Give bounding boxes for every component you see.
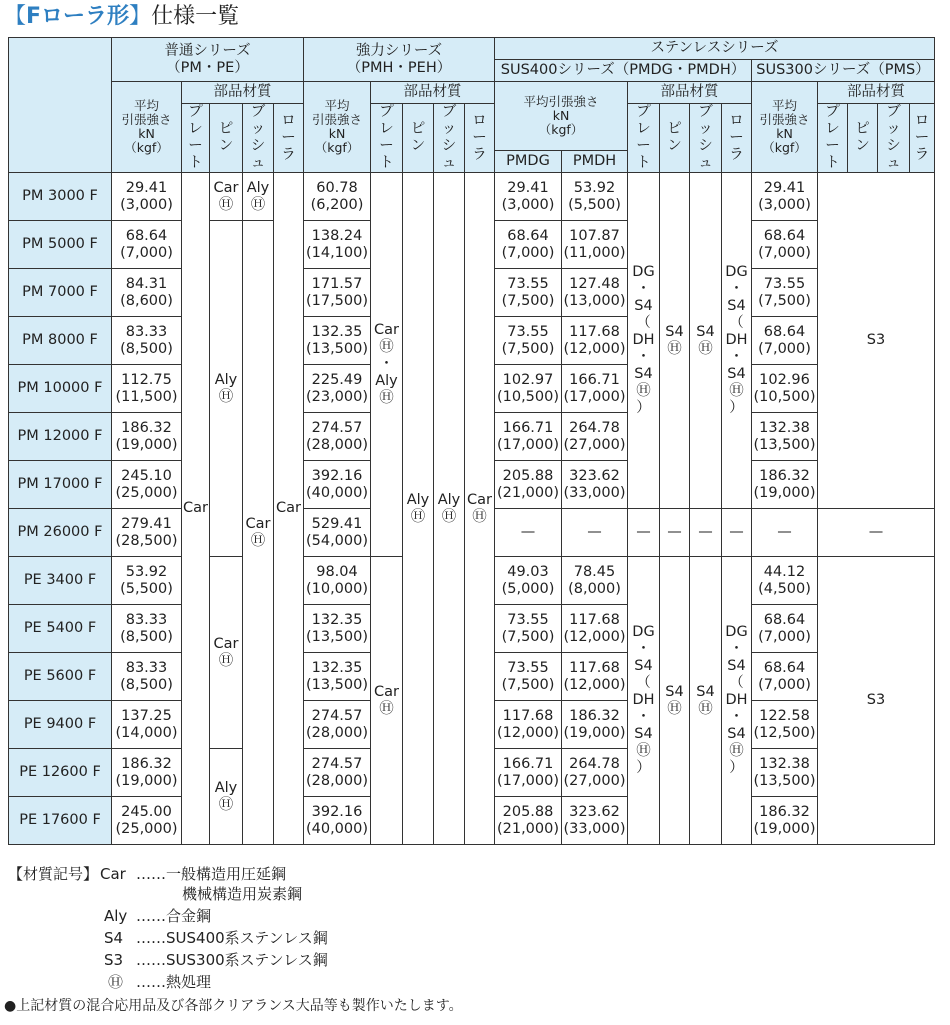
model-cell: PE 5400 F	[9, 605, 112, 653]
model-cell: PM 17000 F	[9, 461, 112, 509]
pmdh-strength-cell: 186.32 (19,000)	[562, 701, 628, 749]
std-bush-material: Aly Ⓗ	[243, 173, 274, 221]
pmdh-header: PMDH	[562, 151, 628, 173]
std-parts-header: 部品材質	[182, 82, 304, 104]
pow-strength-cell: 132.35 (13,500)	[304, 653, 371, 701]
sus300-strength-cell: 132.38 (13,500)	[752, 749, 818, 797]
model-cell: PM 12000 F	[9, 413, 112, 461]
pmdg-strength-cell: 102.97 (10,500)	[495, 365, 562, 413]
std-strength-cell: 245.10 (25,000)	[112, 461, 182, 509]
sus300-parts-header: 部品材質	[818, 82, 935, 104]
pow-series-header: 強力シリーズ （PMH・PEH）	[304, 38, 495, 82]
model-cell: PE 9400 F	[9, 701, 112, 749]
pmdg-strength-cell: 166.71 (17,000)	[495, 749, 562, 797]
pow-strength-cell: 392.16 (40,000)	[304, 797, 371, 845]
sus300-parts-dash: —	[818, 509, 935, 557]
pmdg-strength-cell: 205.88 (21,000)	[495, 461, 562, 509]
sus400-bush-material-pe: S4 Ⓗ	[690, 557, 722, 845]
sus400-pin-material-pm: S4 Ⓗ	[660, 173, 690, 509]
std-pin-material: Car Ⓗ	[210, 173, 243, 221]
legend-aly-desc: ……合金鋼	[136, 907, 212, 925]
pmdg-strength-cell: 117.68 (12,000)	[495, 701, 562, 749]
legend-s4-symbol: S4	[104, 929, 124, 947]
std-bush-header: ブ ッ シ ュ	[243, 104, 274, 173]
model-cell: PE 12600 F	[9, 749, 112, 797]
pmdg-strength-cell: 29.41 (3,000)	[495, 173, 562, 221]
footnote: ●上記材質の混合応用品及び各部クリアランス大品等も製作いたします。	[4, 998, 463, 1014]
sus400-roller-header: ロ ー ラ	[722, 104, 752, 173]
std-strength-cell: 83.33 (8,500)	[112, 605, 182, 653]
sus300-strength-cell: 29.41 (3,000)	[752, 173, 818, 221]
pmdg-strength-cell: 205.88 (21,000)	[495, 797, 562, 845]
pmdg-strength-cell: 49.03 (5,000)	[495, 557, 562, 605]
pow-strength-cell: 274.57 (28,000)	[304, 701, 371, 749]
pmdh-strength-cell: 117.68 (12,000)	[562, 317, 628, 365]
std-roller-header: ロ ー ラ	[274, 104, 304, 173]
pmdh-strength-cell: 166.71 (17,000)	[562, 365, 628, 413]
legend-aly-symbol: Aly	[104, 907, 128, 925]
pow-strength-cell: 392.16 (40,000)	[304, 461, 371, 509]
sus300-header: SUS300シリーズ（PMS）	[752, 60, 935, 82]
pow-bush-material: Aly Ⓗ	[434, 173, 465, 845]
pow-strength-cell: 274.57 (28,000)	[304, 413, 371, 461]
pmdh-strength-cell: 127.48 (13,000)	[562, 269, 628, 317]
pmdg-strength-cell: 166.71 (17,000)	[495, 413, 562, 461]
pow-strength-cell: 60.78 (6,200)	[304, 173, 371, 221]
std-strength-cell: 83.33 (8,500)	[112, 317, 182, 365]
pow-pin-material: Aly Ⓗ	[403, 173, 434, 845]
sus300-roller-header: ロ ー ラ	[910, 104, 935, 173]
sus300-strength-cell: 122.58 (12,500)	[752, 701, 818, 749]
sus400-roller-dash: —	[722, 509, 752, 557]
pmdg-strength-cell: 73.55 (7,500)	[495, 653, 562, 701]
spec-table	[8, 37, 935, 845]
pow-bush-header: ブ ッ シ ュ	[434, 104, 465, 173]
pmdh-strength-cell: 53.92 (5,500)	[562, 173, 628, 221]
std-plate-material: Car	[182, 173, 210, 845]
std-strength-cell: 84.31 (8,600)	[112, 269, 182, 317]
pow-strength-cell: 274.57 (28,000)	[304, 749, 371, 797]
sus400-pin-dash: —	[660, 509, 690, 557]
std-pin-material-pe-large: Aly Ⓗ	[210, 749, 243, 845]
std-strength-cell: 279.41 (28,500)	[112, 509, 182, 557]
pow-strength-cell: 225.49 (23,000)	[304, 365, 371, 413]
std-strength-header: 平均 引張強さ kN （kgf）	[112, 82, 182, 173]
legend-s3-symbol: S3	[104, 951, 124, 969]
pmdg-strength-cell: 68.64 (7,000)	[495, 221, 562, 269]
std-pin-material-mid: Aly Ⓗ	[210, 221, 243, 557]
sus300-strength-cell: 73.55 (7,500)	[752, 269, 818, 317]
sus400-bush-header: ブ ッ シ ュ	[690, 104, 722, 173]
std-pin-material-pe: Car Ⓗ	[210, 557, 243, 749]
sus300-strength-cell: —	[752, 509, 818, 557]
std-strength-cell: 53.92 (5,500)	[112, 557, 182, 605]
std-strength-cell: 245.00 (25,000)	[112, 797, 182, 845]
sus300-strength-cell: 68.64 (7,000)	[752, 653, 818, 701]
ss-series-header: ステンレスシリーズ	[495, 38, 935, 60]
model-cell: PE 3400 F	[9, 557, 112, 605]
legend-car-desc: ……一般構造用圧延鋼	[136, 865, 287, 883]
std-strength-cell: 112.75 (11,500)	[112, 365, 182, 413]
sus300-strength-cell: 68.64 (7,000)	[752, 221, 818, 269]
sus300-strength-cell: 102.96 (10,500)	[752, 365, 818, 413]
sus400-bush-dash: —	[690, 509, 722, 557]
pmdh-strength-cell: 107.87 (11,000)	[562, 221, 628, 269]
std-strength-cell: 186.32 (19,000)	[112, 413, 182, 461]
pow-roller-header: ロ ー ラ	[465, 104, 495, 173]
sus400-pin-material-pe: S4 Ⓗ	[660, 557, 690, 845]
page-title: 【Fローラ形】仕様一覧	[4, 4, 240, 29]
pmdh-strength-cell: 117.68 (12,000)	[562, 605, 628, 653]
pmdh-strength-cell: 117.68 (12,000)	[562, 653, 628, 701]
std-strength-cell: 83.33 (8,500)	[112, 653, 182, 701]
pow-strength-cell: 529.41 (54,000)	[304, 509, 371, 557]
pmdg-strength-cell: 73.55 (7,500)	[495, 605, 562, 653]
sus300-parts-material-pe: S3	[818, 557, 935, 845]
legend-h-desc: ……熱処理	[136, 973, 212, 991]
legend-s3-desc: ……SUS300系ステンレス鋼	[136, 951, 328, 969]
sus400-plate-material-pe: DG ・ S4 （ DH ・ S4 Ⓗ ）	[628, 557, 660, 845]
std-series-header: 普通シリーズ （PM・PE）	[112, 38, 304, 82]
pow-pin-header: ピ ン	[403, 104, 434, 173]
sus400-plate-header: プ レ ー ト	[628, 104, 660, 173]
sus400-plate-material-pm: DG ・ S4 （ DH ・ S4 Ⓗ ）	[628, 173, 660, 509]
sus300-strength-cell: 132.38 (13,500)	[752, 413, 818, 461]
model-cell: PM 8000 F	[9, 317, 112, 365]
std-strength-cell: 68.64 (7,000)	[112, 221, 182, 269]
std-strength-cell: 137.25 (14,000)	[112, 701, 182, 749]
sus400-bush-material-pm: S4 Ⓗ	[690, 173, 722, 509]
sus400-roller-material-pm: DG ・ S4 （ DH ・ S4 Ⓗ ）	[722, 173, 752, 509]
pow-parts-header: 部品材質	[371, 82, 495, 104]
pmdh-strength-cell: 323.62 (33,000)	[562, 461, 628, 509]
model-cell: PM 5000 F	[9, 221, 112, 269]
pmdg-header: PMDG	[495, 151, 562, 173]
pow-roller-material: Car Ⓗ	[465, 173, 495, 845]
sus300-strength-cell: 68.64 (7,000)	[752, 605, 818, 653]
pow-strength-cell: 132.35 (13,500)	[304, 317, 371, 365]
pow-strength-header: 平均 引張強さ kN （kgf）	[304, 82, 371, 173]
pow-strength-cell: 98.04 (10,000)	[304, 557, 371, 605]
std-pin-header: ピ ン	[210, 104, 243, 173]
sus300-pin-header: ピ ン	[848, 104, 878, 173]
sus300-bush-header: ブ ッ シ ュ	[878, 104, 910, 173]
pmdg-strength-cell: 73.55 (7,500)	[495, 317, 562, 365]
legend-label: 【材質記号】	[8, 865, 99, 883]
heat-treatment-icon: Ⓗ	[108, 973, 124, 991]
sus300-strength-cell: 186.32 (19,000)	[752, 797, 818, 845]
corner-cell	[9, 38, 112, 173]
sus300-strength-cell: 44.12 (4,500)	[752, 557, 818, 605]
legend-s4-desc: ……SUS400系ステンレス鋼	[136, 929, 328, 947]
sus400-header: SUS400シリーズ（PMDG・PMDH）	[495, 60, 752, 82]
pow-strength-cell: 171.57 (17,500)	[304, 269, 371, 317]
sus300-strength-header: 平均 引張強さ kN （kgf）	[752, 82, 818, 173]
model-cell: PM 3000 F	[9, 173, 112, 221]
pow-strength-cell: 138.24 (14,100)	[304, 221, 371, 269]
pmdh-strength-cell: 264.78 (27,000)	[562, 413, 628, 461]
pmdg-strength-cell: 73.55 (7,500)	[495, 269, 562, 317]
std-strength-cell: 186.32 (19,000)	[112, 749, 182, 797]
sus400-pin-header: ピ ン	[660, 104, 690, 173]
sus300-parts-material-pm: S3	[818, 173, 935, 509]
pmdh-strength-cell: 323.62 (33,000)	[562, 797, 628, 845]
model-cell: PE 5600 F	[9, 653, 112, 701]
sus400-parts-header: 部品材質	[628, 82, 752, 104]
pmdg-strength-cell: —	[495, 509, 562, 557]
pmdh-strength-cell: 78.45 (8,000)	[562, 557, 628, 605]
std-strength-cell: 29.41 (3,000)	[112, 173, 182, 221]
pow-plate-header: プ レ ー ト	[371, 104, 403, 173]
sus300-strength-cell: 68.64 (7,000)	[752, 317, 818, 365]
model-cell: PE 17600 F	[9, 797, 112, 845]
pmdh-strength-cell: 264.78 (27,000)	[562, 749, 628, 797]
std-roller-material: Car	[274, 173, 304, 845]
pmdh-strength-cell: —	[562, 509, 628, 557]
pow-strength-cell: 132.35 (13,500)	[304, 605, 371, 653]
legend-car-symbol: Car	[100, 865, 126, 883]
pow-plate-material-pm: Car Ⓗ ・ Aly Ⓗ	[371, 173, 403, 557]
std-bush-material-main: Car Ⓗ	[243, 221, 274, 845]
sus400-strength-header: 平均引張強さ kN （kgf）	[495, 82, 628, 151]
sus300-strength-cell: 186.32 (19,000)	[752, 461, 818, 509]
model-cell: PM 10000 F	[9, 365, 112, 413]
model-cell: PM 7000 F	[9, 269, 112, 317]
legend-car-desc2: 機械構造用炭素鋼	[182, 885, 303, 903]
model-cell: PM 26000 F	[9, 509, 112, 557]
sus300-plate-header: プ レ ー ト	[818, 104, 848, 173]
std-plate-header: プ レ ー ト	[182, 104, 210, 173]
pow-plate-material-pe: Car Ⓗ	[371, 557, 403, 845]
sus400-roller-material-pe: DG ・ S4 （ DH ・ S4 Ⓗ ）	[722, 557, 752, 845]
sus400-plate-dash: —	[628, 509, 660, 557]
